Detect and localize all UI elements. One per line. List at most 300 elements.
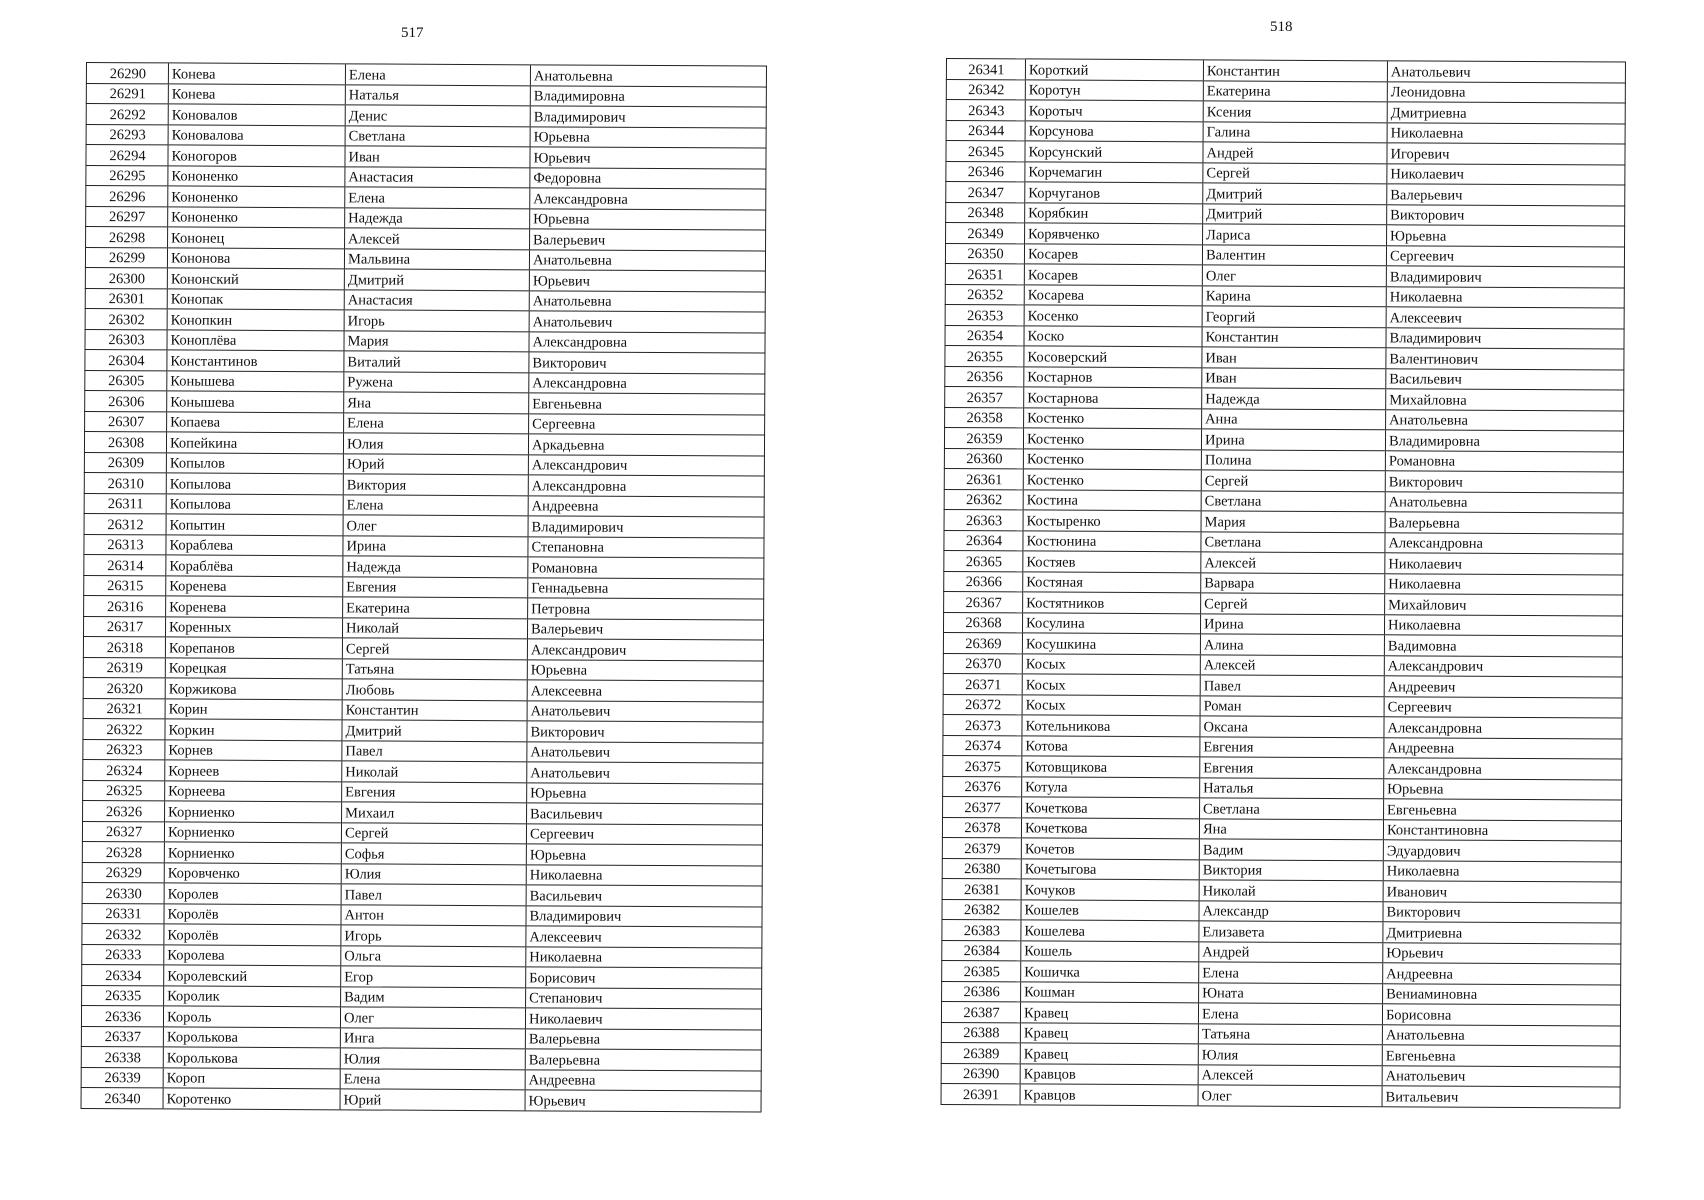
patronymic-cell: Владимирович (1386, 327, 1624, 349)
table-row (85, 288, 765, 312)
table-row (941, 1063, 1620, 1087)
table-row (943, 694, 1622, 718)
surname-cell: Костенко (1023, 448, 1201, 469)
record-number-cell: 26305 (85, 370, 167, 391)
given-name-cell: Мальвина (344, 248, 529, 269)
record-number-cell: 26303 (85, 329, 167, 350)
surname-cell: Кошель (1021, 940, 1199, 961)
surname-cell: Коренева (166, 575, 343, 596)
table-row (941, 1001, 1620, 1025)
surname-cell: Корин (165, 698, 342, 719)
given-name-cell: Светлана (1201, 531, 1385, 552)
patronymic-cell: Борисович (526, 967, 762, 989)
given-name-cell: Ирина (1200, 613, 1384, 634)
table-row (946, 141, 1625, 165)
table-row (86, 165, 766, 189)
record-number-cell: 26357 (945, 386, 1024, 407)
surname-cell: Кононенко (168, 165, 345, 186)
given-name-cell: Ксения (1203, 101, 1387, 122)
given-name-cell: Павел (342, 740, 527, 761)
table-row (85, 329, 765, 353)
patronymic-cell: Викторович (529, 352, 765, 374)
given-name-cell: Ружена (344, 371, 529, 392)
surname-cell: Короп (163, 1067, 340, 1088)
table-row (82, 903, 762, 927)
surname-cell: Кочетов (1021, 838, 1199, 859)
table-row (943, 632, 1622, 656)
record-number-cell: 26323 (83, 739, 165, 760)
surname-cell: Корецкая (165, 657, 342, 678)
table-row (942, 899, 1621, 923)
given-name-cell: Константин (1203, 60, 1387, 81)
patronymic-cell: Анатольевна (1386, 409, 1624, 431)
given-name-cell: Игорь (341, 925, 526, 946)
surname-cell: Котельникова (1022, 715, 1200, 736)
record-number-cell: 26373 (943, 714, 1022, 735)
record-number-cell: 26367 (944, 591, 1023, 612)
surname-cell: Копылова (166, 493, 343, 514)
given-name-cell: Надежда (343, 556, 528, 577)
patronymic-cell: Викторович (527, 721, 763, 743)
record-number-cell: 26335 (82, 985, 164, 1006)
given-name-cell: Дмитрий (342, 720, 527, 741)
given-name-cell: Валентин (1202, 244, 1386, 265)
surname-cell: Косулина (1022, 612, 1200, 633)
record-number-cell: 26320 (83, 677, 165, 698)
patronymic-cell: Анатольевна (1382, 1024, 1620, 1046)
table-row (83, 677, 763, 701)
record-number-cell: 26391 (941, 1083, 1020, 1104)
table-row (82, 944, 762, 968)
record-number-cell: 26377 (943, 796, 1022, 817)
record-number-cell: 26316 (84, 595, 166, 616)
given-name-cell: Наталья (345, 84, 530, 105)
given-name-cell: Николай (342, 617, 527, 638)
table-row (84, 431, 764, 455)
given-name-cell: Елена (345, 64, 530, 85)
record-number-cell: 26385 (942, 960, 1021, 981)
record-number-cell: 26307 (85, 411, 167, 432)
given-name-cell: Вадим (341, 986, 526, 1007)
surname-cell: Корябкин (1025, 202, 1203, 223)
table-row (943, 776, 1622, 800)
register-table-left (81, 62, 767, 1112)
patronymic-cell: Александровна (1384, 758, 1622, 780)
patronymic-cell: Васильевич (526, 885, 762, 907)
record-number-cell: 26338 (81, 1046, 163, 1067)
given-name-cell: Алексей (1198, 1064, 1382, 1085)
given-name-cell: Константин (1202, 326, 1386, 347)
given-name-cell: Елена (343, 494, 528, 515)
record-number-cell: 26342 (946, 79, 1025, 100)
record-number-cell: 26381 (942, 878, 1021, 899)
record-number-cell: 26324 (83, 759, 165, 780)
surname-cell: Конопак (167, 288, 344, 309)
given-name-cell: Константин (342, 699, 527, 720)
table-row (945, 284, 1624, 308)
given-name-cell: Елена (1199, 962, 1383, 983)
record-number-cell: 26372 (943, 694, 1022, 715)
record-number-cell: 26291 (86, 83, 168, 104)
record-number-cell: 26358 (945, 407, 1024, 428)
given-name-cell: Александр (1199, 900, 1383, 921)
patronymic-cell: Валерьевич (530, 229, 766, 251)
record-number-cell: 26310 (84, 472, 166, 493)
patronymic-cell: Владимировна (530, 85, 766, 107)
record-number-cell: 26308 (84, 431, 166, 452)
given-name-cell: Юрий (340, 1089, 525, 1110)
table-row (944, 550, 1623, 574)
surname-cell: Королев (164, 883, 341, 904)
given-name-cell: Карина (1202, 285, 1386, 306)
record-number-cell: 26292 (86, 104, 168, 125)
table-row (944, 530, 1623, 554)
table-row (945, 304, 1624, 328)
record-number-cell: 26374 (943, 735, 1022, 756)
given-name-cell: Денис (345, 105, 530, 126)
table-row (946, 100, 1625, 124)
table-row (82, 923, 762, 947)
record-number-cell: 26297 (86, 206, 168, 227)
table-row (85, 411, 765, 435)
surname-cell: Коногоров (168, 145, 345, 166)
patronymic-cell: Витальевич (1382, 1086, 1620, 1108)
table-row (84, 452, 764, 476)
table-row (86, 227, 766, 251)
record-number-cell: 26311 (84, 493, 166, 514)
given-name-cell: Юната (1199, 982, 1383, 1003)
surname-cell: Корнев (165, 739, 342, 760)
given-name-cell: Екатерина (343, 597, 528, 618)
table-row (942, 981, 1621, 1005)
record-number-cell: 26351 (945, 263, 1024, 284)
surname-cell: Кошман (1021, 981, 1199, 1002)
table-row (945, 263, 1624, 287)
patronymic-cell: Петровна (528, 598, 764, 620)
table-row (83, 739, 763, 763)
table-row (945, 407, 1624, 431)
patronymic-cell: Константиновна (1383, 819, 1621, 841)
surname-cell: Косенко (1024, 305, 1202, 326)
table-row (944, 489, 1623, 513)
surname-cell: Котовщикова (1022, 756, 1200, 777)
record-number-cell: 26301 (85, 288, 167, 309)
given-name-cell: Виктория (343, 474, 528, 495)
record-number-cell: 26355 (945, 345, 1024, 366)
record-number-cell: 26304 (85, 349, 167, 370)
patronymic-cell: Николаевич (1385, 553, 1623, 575)
patronymic-cell: Сергеевич (526, 823, 762, 845)
surname-cell: Костина (1023, 489, 1201, 510)
patronymic-cell: Валерьевна (525, 1049, 761, 1071)
given-name-cell: Дмитрий (344, 269, 529, 290)
patronymic-cell: Викторович (1385, 471, 1623, 493)
surname-cell: Кошелев (1021, 899, 1199, 920)
given-name-cell: Евгения (342, 781, 527, 802)
given-name-cell: Любовь (342, 679, 527, 700)
surname-cell: Конышева (167, 391, 344, 412)
patronymic-cell: Юрьевна (530, 208, 766, 230)
record-number-cell: 26378 (942, 817, 1021, 838)
given-name-cell: Надежда (1202, 388, 1386, 409)
patronymic-cell: Валерьевна (1385, 512, 1623, 534)
table-row (84, 595, 764, 619)
surname-cell: Косых (1022, 694, 1200, 715)
surname-cell: Кравец (1020, 1043, 1198, 1064)
patronymic-cell: Алексеевич (1386, 307, 1624, 329)
record-number-cell: 26317 (83, 616, 165, 637)
patronymic-cell: Николаевна (1387, 122, 1625, 144)
table-row (946, 59, 1625, 83)
patronymic-cell: Сергеевич (1384, 696, 1622, 718)
patronymic-cell: Николаевна (1383, 860, 1621, 882)
surname-cell: Константинов (167, 350, 344, 371)
surname-cell: Королькова (163, 1026, 340, 1047)
surname-cell: Костятников (1023, 592, 1201, 613)
patronymic-cell: Иванович (1383, 881, 1621, 903)
surname-cell: Коско (1024, 325, 1202, 346)
patronymic-cell: Юрьевна (527, 659, 763, 681)
record-number-cell: 26387 (941, 1001, 1020, 1022)
patronymic-cell: Романовна (1385, 450, 1623, 472)
table-row (83, 718, 763, 742)
patronymic-cell: Александровна (1385, 532, 1623, 554)
surname-cell: Королькова (163, 1047, 340, 1068)
given-name-cell: Яна (344, 392, 529, 413)
surname-cell: Конева (168, 83, 345, 104)
table-row (85, 308, 765, 332)
surname-cell: Корявченко (1025, 223, 1203, 244)
surname-cell: Кононец (168, 227, 345, 248)
table-row (85, 370, 765, 394)
surname-cell: Корниенко (165, 801, 342, 822)
given-name-cell: Сергей (1201, 593, 1385, 614)
table-row (944, 509, 1623, 533)
record-number-cell: 26369 (943, 632, 1022, 653)
table-row (943, 796, 1622, 820)
table-row (942, 858, 1621, 882)
surname-cell: Кравец (1020, 1022, 1198, 1043)
table-row (943, 653, 1622, 677)
surname-cell: Коновалова (168, 124, 345, 145)
patronymic-cell: Викторович (1387, 204, 1625, 226)
record-number-cell: 26337 (81, 1026, 163, 1047)
surname-cell: Кочетыгова (1021, 858, 1199, 879)
given-name-cell: Сергей (342, 638, 527, 659)
surname-cell: Костыренко (1023, 510, 1201, 531)
patronymic-cell: Юрьевич (530, 147, 766, 169)
record-number-cell: 26309 (84, 452, 166, 473)
record-number-cell: 26330 (82, 882, 164, 903)
table-row (84, 575, 764, 599)
table-row (942, 837, 1621, 861)
surname-cell: Корчемагин (1025, 161, 1203, 182)
surname-cell: Костарнова (1024, 387, 1202, 408)
surname-cell: Кононский (167, 268, 344, 289)
surname-cell: Косых (1022, 674, 1200, 695)
table-row (945, 325, 1624, 349)
patronymic-cell: Евгеньевна (1384, 799, 1622, 821)
surname-cell: Косарева (1024, 284, 1202, 305)
surname-cell: Корниенко (164, 821, 341, 842)
table-row (942, 878, 1621, 902)
record-number-cell: 26295 (86, 165, 168, 186)
surname-cell: Кононова (167, 247, 344, 268)
patronymic-cell: Аркадьевна (528, 434, 764, 456)
table-row (86, 186, 766, 210)
patronymic-cell: Эдуардович (1383, 840, 1621, 862)
patronymic-cell: Владимирович (528, 516, 764, 538)
table-row (85, 349, 765, 373)
table-row (83, 636, 763, 660)
patronymic-cell: Юрьевна (526, 844, 762, 866)
surname-cell: Коржикова (165, 678, 342, 699)
record-number-cell: 26331 (82, 903, 164, 924)
record-number-cell: 26376 (943, 776, 1022, 797)
given-name-cell: Юлия (1198, 1044, 1382, 1065)
table-row (86, 104, 766, 128)
given-name-cell: Варвара (1201, 572, 1385, 593)
patronymic-cell: Игоревич (1387, 143, 1625, 165)
surname-cell: Король (163, 1006, 340, 1027)
surname-cell: Коренева (166, 596, 343, 617)
surname-cell: Копейкина (166, 432, 343, 453)
surname-cell: Костенко (1023, 428, 1201, 449)
patronymic-cell: Николаевна (1386, 286, 1624, 308)
record-number-cell: 26386 (942, 981, 1021, 1002)
patronymic-cell: Юрьевна (530, 126, 766, 148)
table-row (944, 468, 1623, 492)
record-number-cell: 26363 (944, 509, 1023, 530)
given-name-cell: Алексей (1201, 552, 1385, 573)
given-name-cell: Алина (1200, 634, 1384, 655)
record-number-cell: 26318 (83, 636, 165, 657)
record-number-cell: 26360 (944, 448, 1023, 469)
patronymic-cell: Сергеевна (529, 413, 765, 435)
record-number-cell: 26380 (942, 858, 1021, 879)
surname-cell: Костяев (1023, 551, 1201, 572)
given-name-cell: Ирина (343, 535, 528, 556)
surname-cell: Косарев (1024, 243, 1202, 264)
given-name-cell: Анастасия (344, 289, 529, 310)
patronymic-cell: Валентинович (1386, 348, 1624, 370)
given-name-cell: Евгения (1200, 757, 1384, 778)
surname-cell: Короткий (1025, 59, 1203, 80)
record-number-cell: 26300 (85, 267, 167, 288)
given-name-cell: Олег (1202, 265, 1386, 286)
record-number-cell: 26352 (945, 284, 1024, 305)
given-name-cell: Юлия (340, 1048, 525, 1069)
table-row (86, 63, 766, 87)
page-number-left: 517 (401, 25, 424, 41)
given-name-cell: Яна (1199, 818, 1383, 839)
given-name-cell: Оксана (1200, 716, 1384, 737)
table-row (85, 247, 765, 271)
record-number-cell: 26344 (946, 120, 1025, 141)
surname-cell: Кочуков (1021, 879, 1199, 900)
given-name-cell: Евгения (1200, 736, 1384, 757)
record-number-cell: 26315 (84, 575, 166, 596)
patronymic-cell: Геннадьевна (528, 577, 764, 599)
table-row (946, 223, 1625, 247)
given-name-cell: Екатерина (1203, 80, 1387, 101)
table-row (84, 554, 764, 578)
patronymic-cell: Андреевна (1383, 963, 1621, 985)
surname-cell: Корнеева (165, 780, 342, 801)
given-name-cell: Дмитрий (1203, 203, 1387, 224)
table-row (81, 1087, 761, 1111)
patronymic-cell: Васильевич (527, 803, 763, 825)
surname-cell: Копылов (166, 452, 343, 473)
surname-cell: Корнеев (165, 760, 342, 781)
table-row (942, 919, 1621, 943)
record-number-cell: 26364 (944, 530, 1023, 551)
patronymic-cell: Валерьевич (1387, 184, 1625, 206)
record-number-cell: 26361 (944, 468, 1023, 489)
table-row (945, 345, 1624, 369)
surname-cell: Коноплёва (167, 329, 344, 350)
patronymic-cell: Александровна (1384, 717, 1622, 739)
surname-cell: Корепанов (165, 637, 342, 658)
table-row (81, 1005, 761, 1029)
patronymic-cell: Степановна (528, 536, 764, 558)
patronymic-cell: Степанович (526, 987, 762, 1009)
given-name-cell: Елена (344, 412, 529, 433)
given-name-cell: Иван (1202, 347, 1386, 368)
surname-cell: Коркин (165, 719, 342, 740)
given-name-cell: Егор (341, 966, 526, 987)
table-row (943, 714, 1622, 738)
surname-cell: Кононенко (168, 186, 345, 207)
record-number-cell: 26353 (945, 304, 1024, 325)
table-row (943, 612, 1622, 636)
record-number-cell: 26343 (946, 100, 1025, 121)
table-row (945, 243, 1624, 267)
given-name-cell: Георгий (1202, 306, 1386, 327)
register-table-left-body (81, 63, 766, 1112)
record-number-cell: 26346 (946, 161, 1025, 182)
given-name-cell: Игорь (344, 310, 529, 331)
surname-cell: Копытин (166, 514, 343, 535)
record-number-cell: 26319 (83, 657, 165, 678)
record-number-cell: 26345 (946, 141, 1025, 162)
patronymic-cell: Владимировна (1385, 430, 1623, 452)
given-name-cell: Иван (1202, 367, 1386, 388)
patronymic-cell: Валерьевна (525, 1028, 761, 1050)
patronymic-cell: Владимирович (530, 106, 766, 128)
given-name-cell: Светлана (345, 125, 530, 146)
record-number-cell: 26336 (81, 1005, 163, 1026)
record-number-cell: 26354 (945, 325, 1024, 346)
table-row (944, 427, 1623, 451)
table-row (84, 513, 764, 537)
record-number-cell: 26366 (944, 571, 1023, 592)
surname-cell: Костенко (1023, 469, 1201, 490)
table-row (84, 534, 764, 558)
table-row (86, 206, 766, 230)
surname-cell: Коновалов (168, 104, 345, 125)
table-row (84, 493, 764, 517)
patronymic-cell: Борисовна (1382, 1004, 1620, 1026)
record-number-cell: 26326 (83, 800, 165, 821)
given-name-cell: Софья (341, 843, 526, 864)
table-row (82, 964, 762, 988)
table-row (945, 366, 1624, 390)
surname-cell: Кошелева (1021, 920, 1199, 941)
record-number-cell: 26327 (82, 821, 164, 842)
given-name-cell: Полина (1201, 449, 1385, 470)
record-number-cell: 26356 (945, 366, 1024, 387)
